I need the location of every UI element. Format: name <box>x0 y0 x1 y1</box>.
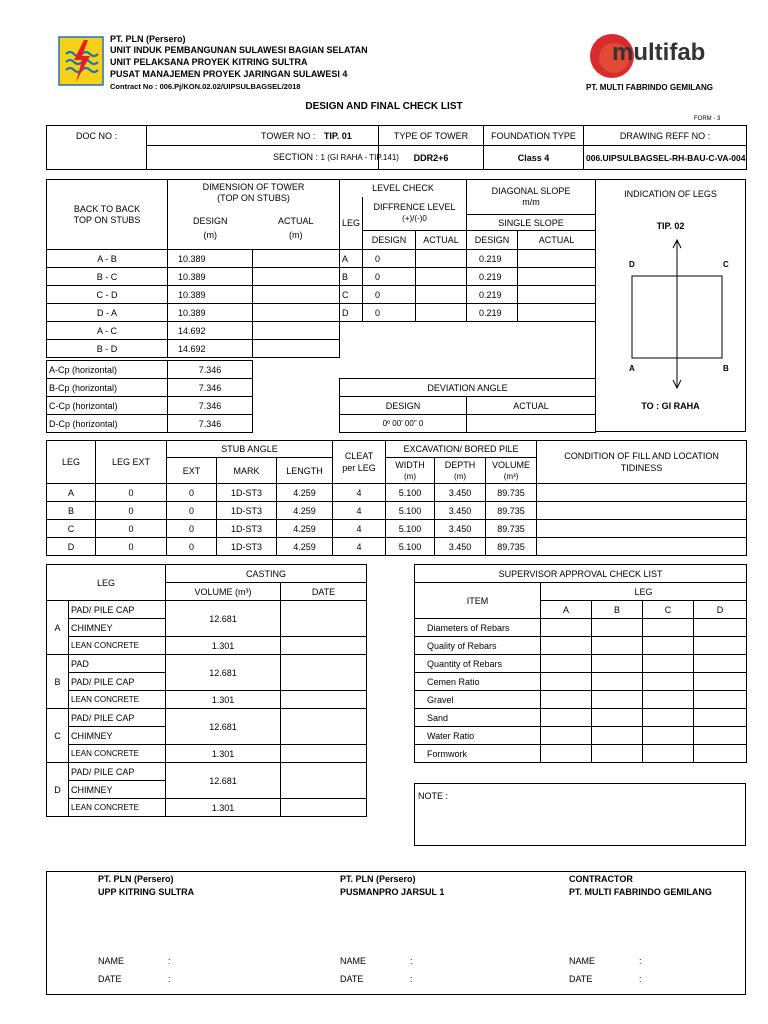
supervisor-col-a: A <box>541 601 592 619</box>
signature-date-colon: : <box>410 974 413 984</box>
supervisor-check[interactable] <box>643 673 694 691</box>
slope-actual[interactable] <box>518 250 596 268</box>
level-actual-header: ACTUAL <box>416 231 467 250</box>
supervisor-row <box>415 709 747 727</box>
design-header: DESIGN (m) <box>168 207 253 250</box>
casting-row <box>47 763 367 781</box>
cp-design: 7.346 <box>168 379 253 397</box>
stub-row <box>47 520 747 538</box>
level-design: 0 <box>363 250 416 268</box>
slope-design-header: DESIGN <box>467 231 518 250</box>
cp-design: 7.346 <box>168 397 253 415</box>
stub-length: 4.259 <box>277 502 333 520</box>
casting-date[interactable] <box>281 601 367 637</box>
casting-item: LEAN CONCRETE <box>69 745 166 763</box>
casting-leg: A <box>47 601 69 655</box>
level-actual[interactable] <box>416 250 467 268</box>
casting-date[interactable] <box>281 709 367 745</box>
casting-date-header: DATE <box>281 583 367 601</box>
casting-leg: B <box>47 655 69 709</box>
supervisor-check[interactable] <box>643 745 694 763</box>
casting-row <box>47 709 367 727</box>
casting-item: PAD/ PILE CAP <box>69 673 166 691</box>
casting-row <box>47 655 367 673</box>
contract-no: Contract No : 006.Pj/KON.02.02/UIPSULBAGSEL/2018 <box>110 82 301 91</box>
dimension-row <box>47 268 340 286</box>
supervisor-col-c: C <box>643 601 694 619</box>
stub-width: 5.100 <box>386 502 435 520</box>
supervisor-row <box>415 691 747 709</box>
casting-item: CHIMNEY <box>69 781 166 799</box>
level-actual[interactable] <box>416 304 467 322</box>
cleat-header: CLEAT per LEG <box>333 441 386 484</box>
level-leg: A <box>340 250 363 268</box>
casting-item: PAD/ PILE CAP <box>69 709 166 727</box>
casting-volume-lean: 1.301 <box>166 745 281 763</box>
dimension-table <box>46 179 340 358</box>
ext-header: EXT <box>167 458 217 484</box>
cp-row <box>47 397 253 415</box>
level-slope-table <box>339 179 596 322</box>
supervisor-leg-header: LEG <box>541 583 747 601</box>
dimension-label: D - A <box>47 304 168 322</box>
supervisor-check[interactable] <box>694 673 747 691</box>
stub-cleat: 4 <box>333 520 386 538</box>
stub-length: 4.259 <box>277 520 333 538</box>
signature-date-colon: : <box>168 974 171 984</box>
supervisor-check[interactable] <box>592 673 643 691</box>
supervisor-col-b: B <box>592 601 643 619</box>
signature-org: CONTRACTOR <box>569 874 633 884</box>
casting-item: PAD/ PILE CAP <box>69 601 166 619</box>
supervisor-item: Quantity of Rebars <box>415 655 541 673</box>
supervisor-item: Water Ratio <box>415 727 541 745</box>
stub-volume: 89.735 <box>486 484 537 502</box>
stub-leg: A <box>47 484 96 502</box>
slope-design: 0.219 <box>467 304 518 322</box>
supervisor-check[interactable] <box>592 727 643 745</box>
dimension-row <box>47 304 340 322</box>
supervisor-check[interactable] <box>643 637 694 655</box>
slope-actual[interactable] <box>518 304 596 322</box>
casting-row <box>47 799 367 817</box>
cp-row <box>47 361 253 379</box>
stub-ext: 0 <box>167 484 217 502</box>
dimension-label: A - B <box>47 250 168 268</box>
signature-org: PT. PLN (Persero) <box>340 874 416 884</box>
signature-date-label: DATE <box>340 974 364 984</box>
slope-actual-header: ACTUAL <box>518 231 596 250</box>
stub-leg-header: LEG <box>47 441 96 484</box>
dimension-design: 14.692 <box>168 322 253 340</box>
dimension-actual[interactable] <box>253 304 340 322</box>
stub-leg-ext: 0 <box>96 538 167 556</box>
level-leg: D <box>340 304 363 322</box>
dimension-actual[interactable] <box>253 268 340 286</box>
casting-volume-lean: 1.301 <box>166 691 281 709</box>
supervisor-check[interactable] <box>592 691 643 709</box>
section-label: SECTION : <box>273 152 319 162</box>
casting-leg: D <box>47 763 69 817</box>
stub-cleat: 4 <box>333 484 386 502</box>
condition-cell[interactable] <box>537 538 747 556</box>
supervisor-item: Quality of Rebars <box>415 637 541 655</box>
level-design: 0 <box>363 268 416 286</box>
stub-mark: 1D-ST3 <box>217 538 277 556</box>
supervisor-check[interactable] <box>541 745 592 763</box>
deviation-title: DEVIATION ANGLE <box>340 379 596 397</box>
signature-org: PT. PLN (Persero) <box>98 874 174 884</box>
signature-unit: PUSMANPRO JARSUL 1 <box>340 887 445 897</box>
stub-angle-header: STUB ANGLE <box>167 441 333 458</box>
tower-no-label: TOWER NO : <box>261 130 316 141</box>
level-design: 0 <box>363 304 416 322</box>
supervisor-check[interactable] <box>592 709 643 727</box>
dimension-actual[interactable] <box>253 340 340 358</box>
supervisor-row <box>415 673 747 691</box>
cp-design: 7.346 <box>168 361 253 379</box>
supervisor-item: Diameters of Rebars <box>415 619 541 637</box>
level-row <box>340 250 596 268</box>
stub-depth: 3.450 <box>435 520 486 538</box>
slope-design: 0.219 <box>467 286 518 304</box>
cp-label: D-Cp (horizontal) <box>47 415 168 433</box>
level-actual[interactable] <box>416 286 467 304</box>
level-row <box>340 286 596 304</box>
dimension-design: 10.389 <box>168 250 253 268</box>
casting-date[interactable] <box>281 655 367 691</box>
stub-depth: 3.450 <box>435 502 486 520</box>
signature-unit: UPP KITRING SULTRA <box>98 887 195 897</box>
cp-design: 7.346 <box>168 415 253 433</box>
supervisor-check[interactable] <box>541 691 592 709</box>
stub-ext: 0 <box>167 520 217 538</box>
supervisor-table <box>414 564 747 763</box>
supervisor-row <box>415 727 747 745</box>
casting-volume: 12.681 <box>166 763 281 799</box>
level-row <box>340 268 596 286</box>
casting-date-lean[interactable] <box>281 745 367 763</box>
leg-d-label: D <box>629 260 635 269</box>
stub-volume: 89.735 <box>486 538 537 556</box>
level-design-header: DESIGN <box>363 231 416 250</box>
supervisor-check[interactable] <box>541 655 592 673</box>
stub-ext: 0 <box>167 502 217 520</box>
foundation-label: FOUNDATION TYPE <box>484 126 584 146</box>
leg-b-label: B <box>723 364 729 373</box>
casting-row <box>47 691 367 709</box>
pln-line-4: PUSAT MANAJEMEN PROYEK JARINGAN SULAWESI 4 <box>110 69 348 79</box>
supervisor-check[interactable] <box>643 709 694 727</box>
stub-depth: 3.450 <box>435 484 486 502</box>
casting-row <box>47 637 367 655</box>
supervisor-check[interactable] <box>541 727 592 745</box>
supervisor-item-header: ITEM <box>415 583 541 619</box>
cp-label: B-Cp (horizontal) <box>47 379 168 397</box>
pln-line-2: UNIT INDUK PEMBANGUNAN SULAWESI BAGIAN SELATAN <box>110 45 368 55</box>
casting-table <box>46 564 367 817</box>
dimension-row <box>47 340 340 358</box>
supervisor-item: Sand <box>415 709 541 727</box>
stub-ext: 0 <box>167 538 217 556</box>
stub-width: 5.100 <box>386 538 435 556</box>
actual-header: ACTUAL (m) <box>253 207 340 250</box>
length-header: LENGTH <box>277 458 333 484</box>
casting-item: CHIMNEY <box>69 727 166 745</box>
signature-name-colon: : <box>410 956 413 966</box>
single-slope-header: SINGLE SLOPE <box>467 215 596 231</box>
mark-header: MARK <box>217 458 277 484</box>
stub-width: 5.100 <box>386 484 435 502</box>
casting-item: LEAN CONCRETE <box>69 691 166 709</box>
foundation-type: Class 4 <box>484 146 584 170</box>
signature-name-label: NAME <box>569 956 596 966</box>
supervisor-check[interactable] <box>694 655 747 673</box>
casting-row <box>47 601 367 619</box>
casting-item: CHIMNEY <box>69 619 166 637</box>
note-label: NOTE : <box>418 791 449 801</box>
condition-header: CONDITION OF FILL AND LOCATION TIDINESS <box>537 441 747 484</box>
section-value: 1 (GI RAHA - TIP.141) <box>320 153 399 162</box>
supervisor-check[interactable] <box>541 637 592 655</box>
supervisor-check[interactable] <box>694 727 747 745</box>
dimension-actual[interactable] <box>253 322 340 340</box>
casting-date[interactable] <box>281 763 367 799</box>
leg-c-label: C <box>723 260 729 269</box>
supervisor-check[interactable] <box>592 619 643 637</box>
level-leg-header: LEG <box>340 197 363 250</box>
signature-date-colon: : <box>639 974 642 984</box>
difference-level-header: DIFFRENCE LEVEL (+)/(-)0 <box>363 197 467 231</box>
dimension-row <box>47 286 340 304</box>
stub-mark: 1D-ST3 <box>217 520 277 538</box>
signature-date-label: DATE <box>569 974 593 984</box>
stub-row <box>47 484 747 502</box>
stub-leg-ext: 0 <box>96 484 167 502</box>
dimension-label: B - D <box>47 340 168 358</box>
indication-title: INDICATION OF LEGS <box>624 189 717 199</box>
level-check-title: LEVEL CHECK <box>340 180 467 197</box>
tower-no: TIP. 01 <box>323 130 352 141</box>
casting-volume-header: VOLUME (m³) <box>166 583 281 601</box>
supervisor-check[interactable] <box>541 709 592 727</box>
casting-item: LEAN CONCRETE <box>69 637 166 655</box>
cp-label: C-Cp (horizontal) <box>47 397 168 415</box>
stub-row <box>47 538 747 556</box>
supervisor-row <box>415 619 747 637</box>
dimension-actual[interactable] <box>253 250 340 268</box>
deviation-table <box>339 378 596 433</box>
pln-line-1: PT. PLN (Persero) <box>110 34 186 44</box>
supervisor-check[interactable] <box>592 745 643 763</box>
supervisor-check[interactable] <box>694 709 747 727</box>
slope-actual[interactable] <box>518 286 596 304</box>
casting-volume: 12.681 <box>166 601 281 637</box>
signature-name-colon: : <box>639 956 642 966</box>
stub-table <box>46 440 747 556</box>
signature-unit: PT. MULTI FABRINDO GEMILANG <box>569 887 712 897</box>
level-row <box>340 304 596 322</box>
info-table <box>46 125 747 170</box>
supervisor-row <box>415 745 747 763</box>
cp-row <box>47 415 253 433</box>
tower-type: DDR2+6 <box>379 146 484 170</box>
deviation-design-header: DESIGN <box>340 397 467 415</box>
drawing-reff: 006.UIPSULBAGSEL-RH-BAU-C-VA-004 <box>584 146 747 170</box>
stub-cleat: 4 <box>333 538 386 556</box>
supervisor-check[interactable] <box>694 745 747 763</box>
slope-design: 0.219 <box>467 268 518 286</box>
supervisor-item: Gravel <box>415 691 541 709</box>
condition-cell[interactable] <box>537 484 747 502</box>
casting-volume-lean: 1.301 <box>166 799 281 817</box>
supervisor-row <box>415 637 747 655</box>
stub-length: 4.259 <box>277 484 333 502</box>
excavation-header: EXCAVATION/ BORED PILE <box>386 441 537 458</box>
supervisor-item: Formwork <box>415 745 541 763</box>
casting-row <box>47 745 367 763</box>
stub-leg-ext-header: LEG EXT <box>96 441 167 484</box>
diagonal-slope-title: DIAGONAL SLOPE m/m <box>467 180 596 215</box>
stub-depth: 3.450 <box>435 538 486 556</box>
stub-leg-ext: 0 <box>96 520 167 538</box>
signature-date-label: DATE <box>98 974 122 984</box>
dimension-row <box>47 322 340 340</box>
stub-volume: 89.735 <box>486 520 537 538</box>
level-leg: B <box>340 268 363 286</box>
cp-row <box>47 379 253 397</box>
supervisor-check[interactable] <box>643 655 694 673</box>
supervisor-check[interactable] <box>643 691 694 709</box>
stub-mark: 1D-ST3 <box>217 484 277 502</box>
supervisor-item: Cemen Ratio <box>415 673 541 691</box>
level-actual[interactable] <box>416 268 467 286</box>
stub-leg: C <box>47 520 96 538</box>
cp-table <box>46 360 253 433</box>
supervisor-check[interactable] <box>592 655 643 673</box>
doc-no-label: DOC NO : <box>47 126 147 170</box>
slope-design: 0.219 <box>467 250 518 268</box>
indication-top-label: TIP. 02 <box>656 221 685 231</box>
casting-item: PAD <box>69 655 166 673</box>
dimension-label: A - C <box>47 322 168 340</box>
dimension-row <box>47 250 340 268</box>
stub-leg: B <box>47 502 96 520</box>
condition-cell[interactable] <box>537 520 747 538</box>
casting-title: CASTING <box>166 565 367 583</box>
supervisor-col-d: D <box>694 601 747 619</box>
deviation-actual-header: ACTUAL <box>467 397 596 415</box>
stub-cleat: 4 <box>333 502 386 520</box>
stub-volume: 89.735 <box>486 502 537 520</box>
dimension-label: B - C <box>47 268 168 286</box>
dimension-design: 10.389 <box>168 286 253 304</box>
dimension-design: 10.389 <box>168 304 253 322</box>
pln-line-3: UNIT PELAKSANA PROYEK KITRING SULTRA <box>110 57 308 67</box>
dimension-header: DIMENSION OF TOWER (TOP ON STUBS) <box>168 180 340 207</box>
supervisor-check[interactable] <box>694 637 747 655</box>
drawing-label: DRAWING REFF NO : <box>584 126 747 146</box>
stub-leg-ext: 0 <box>96 502 167 520</box>
level-leg: C <box>340 286 363 304</box>
type-label: TYPE OF TOWER <box>379 126 484 146</box>
slope-actual[interactable] <box>518 268 596 286</box>
supervisor-check[interactable] <box>541 619 592 637</box>
supervisor-title: SUPERVISOR APPROVAL CHECK LIST <box>415 565 747 583</box>
form-number: FORM - 3 <box>694 116 721 122</box>
supervisor-check[interactable] <box>643 727 694 745</box>
supervisor-check[interactable] <box>541 673 592 691</box>
page-title: DESIGN AND FINAL CHECK LIST <box>305 101 463 112</box>
dimension-design: 14.692 <box>168 340 253 358</box>
supervisor-row <box>415 655 747 673</box>
stub-width: 5.100 <box>386 520 435 538</box>
casting-volume: 12.681 <box>166 709 281 745</box>
level-design: 0 <box>363 286 416 304</box>
signature-name-label: NAME <box>98 956 125 966</box>
dimension-design: 10.389 <box>168 268 253 286</box>
casting-date-lean[interactable] <box>281 637 367 655</box>
note-box[interactable] <box>414 783 746 846</box>
leg-a-label: A <box>629 364 635 373</box>
volume-header: VOLUME (m³) <box>486 458 537 484</box>
brand-company: PT. MULTI FABRINDO GEMILANG <box>586 83 713 92</box>
dimension-label: C - D <box>47 286 168 304</box>
supervisor-check[interactable] <box>592 637 643 655</box>
casting-date-lean[interactable] <box>281 691 367 709</box>
width-header: WIDTH (m) <box>386 458 435 484</box>
stub-row <box>47 502 747 520</box>
casting-volume: 12.681 <box>166 655 281 691</box>
back-to-back-label: BACK TO BACK TOP ON STUBS <box>47 180 168 250</box>
stub-mark: 1D-ST3 <box>217 502 277 520</box>
casting-item: PAD/ PILE CAP <box>69 763 166 781</box>
casting-item: LEAN CONCRETE <box>69 799 166 817</box>
brand-name: multifab <box>612 39 706 66</box>
indication-bottom-label: TO : GI RAHA <box>641 401 700 411</box>
stub-length: 4.259 <box>277 538 333 556</box>
supervisor-check[interactable] <box>694 691 747 709</box>
casting-date-lean[interactable] <box>281 799 367 817</box>
deviation-design-value: 0º 00' 00" 0 <box>340 415 467 433</box>
casting-leg-header: LEG <box>47 565 166 601</box>
casting-volume-lean: 1.301 <box>166 637 281 655</box>
pln-logo <box>58 36 104 86</box>
cp-label: A-Cp (horizontal) <box>47 361 168 379</box>
stub-leg: D <box>47 538 96 556</box>
depth-header: DEPTH (m) <box>435 458 486 484</box>
signature-name-colon: : <box>168 956 171 966</box>
condition-cell[interactable] <box>537 502 747 520</box>
casting-leg: C <box>47 709 69 763</box>
supervisor-check[interactable] <box>643 619 694 637</box>
deviation-actual-value <box>467 415 596 433</box>
signature-name-label: NAME <box>340 956 367 966</box>
supervisor-check[interactable] <box>694 619 747 637</box>
dimension-actual[interactable] <box>253 286 340 304</box>
